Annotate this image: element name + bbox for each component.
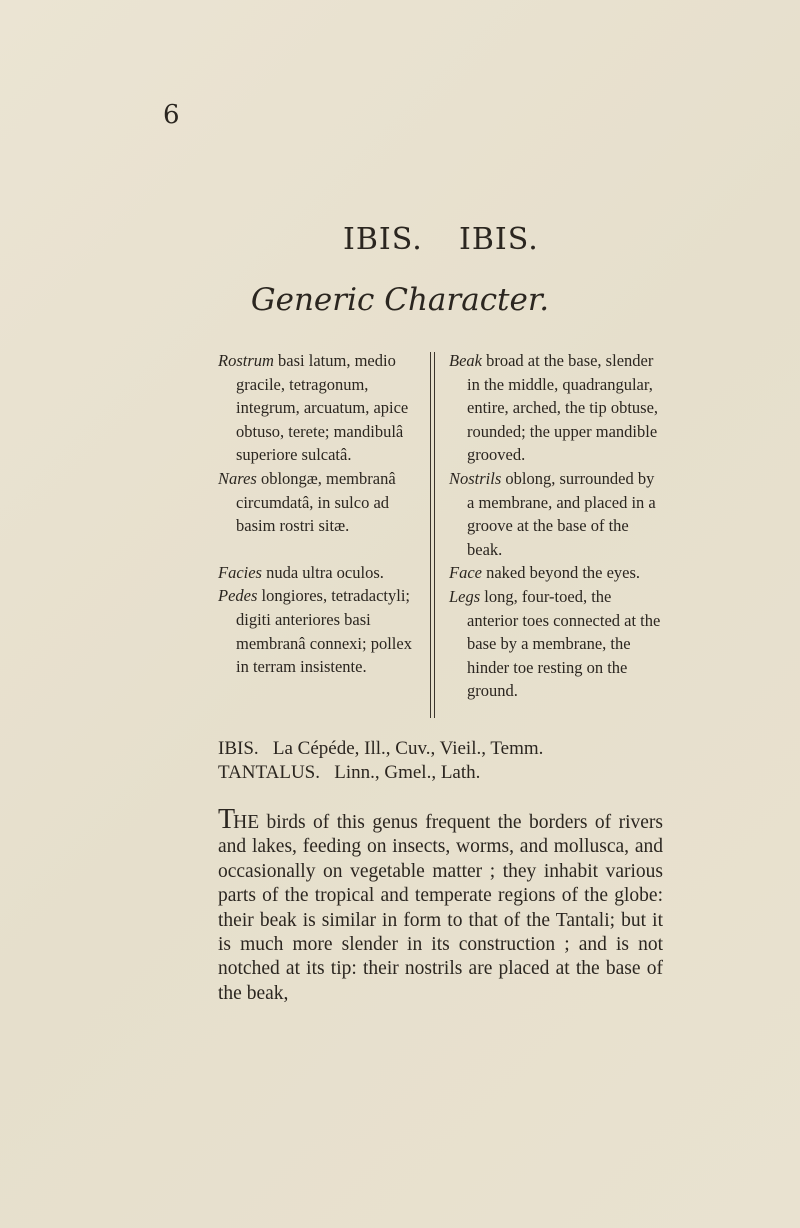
page-number: 6 bbox=[163, 100, 180, 130]
english-text: oblong, surrounded by a membrane, and placed in a groove at the base of the beak. bbox=[467, 468, 656, 559]
latin-text: nuda ultra oculos. bbox=[261, 562, 384, 582]
latin-term: Pedes bbox=[218, 586, 258, 606]
latin-text: oblongæ, membranâ circumdatâ, in sulco ad basim rostri sitæ. bbox=[236, 468, 396, 536]
latin-text: longiores, tetradactyli; digiti anteriores basi membranâ connexi; pollex in terram insistente. bbox=[236, 586, 412, 677]
latin-term: Rostrum bbox=[218, 351, 274, 370]
running-head-right: IBIS. bbox=[459, 222, 539, 257]
latin-entry-rostrum bbox=[218, 349, 428, 467]
english-text: broad at the base, slender in the middle, quadrangular, entire, arched, the tip obtuse, rounded; the upper mandible grooved. bbox=[467, 351, 659, 465]
english-text: long, four-toed, the anterior toes connected at the base by a membrane, the hinder toe resting on the ground. bbox=[467, 586, 661, 701]
column-rule bbox=[430, 352, 431, 718]
english-entry-nostrils bbox=[449, 467, 661, 561]
latin-entry-facies bbox=[218, 561, 428, 585]
synonymy-line-ibis: IBIS. La Cépéde, Ill., Cuv., Vieil., Temm. bbox=[218, 738, 544, 759]
latin-term: Nares bbox=[218, 468, 257, 488]
synonymy bbox=[218, 737, 678, 785]
english-term: Beak bbox=[449, 351, 482, 370]
first-word-rest: HE bbox=[233, 812, 260, 833]
latin-entry-pedes bbox=[218, 584, 428, 678]
latin-term: Facies bbox=[218, 562, 262, 582]
english-entry-beak bbox=[449, 349, 661, 467]
english-term: Face bbox=[449, 563, 482, 583]
drop-cap: T bbox=[218, 804, 234, 835]
english-entry-legs bbox=[449, 585, 661, 703]
english-text: naked beyond the eyes. bbox=[481, 563, 641, 583]
english-entry-face bbox=[449, 561, 661, 585]
english-term: Nostrils bbox=[449, 468, 502, 488]
latin-column bbox=[218, 349, 428, 679]
latin-text: basi latum, medio gracile, tetragonum, integrum, arcuatum, apice obtuso, terete; mandibulâ superiore sulcatâ. bbox=[236, 351, 409, 465]
english-term: Legs bbox=[449, 586, 481, 606]
column-rule bbox=[434, 352, 435, 718]
running-head-left: IBIS. bbox=[343, 222, 423, 257]
latin-entry-nares bbox=[218, 467, 428, 538]
body-paragraph bbox=[218, 804, 663, 1006]
section-title: Generic Character. bbox=[250, 282, 550, 318]
body-text: birds of this genus frequent the borders of rivers and lakes, feeding on insects, worms, and mollusca, and occasionally on vegetable matter ; they inhabit various parts of the tropical and temperate regions of the globe: their beak is similar in form to that of the Tantali; but it is much more slender in its construction ; and is not notched at its tip: their nostrils are placed at the base of the beak, bbox=[218, 812, 663, 1004]
english-column bbox=[449, 349, 661, 703]
synonymy-line-tantalus: TANTALUS. Linn., Gmel., Lath. bbox=[218, 762, 481, 783]
